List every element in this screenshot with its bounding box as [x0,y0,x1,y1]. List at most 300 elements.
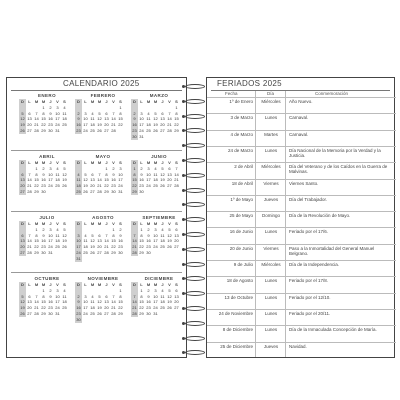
day-cell: 7 [28,232,31,238]
day-cell: 28 [104,249,109,255]
table-row [207,179,396,192]
day-cell: 11 [90,299,95,305]
day-cell: 25 [55,244,60,250]
day-cell: 28 [174,183,179,189]
day-cell: 18 [160,299,165,305]
day-cell: 11 [76,177,81,183]
day-cell: 28 [27,249,32,255]
day-cell: 27 [27,310,32,316]
weekday-header: V [168,160,171,165]
day-cell: 11 [55,171,60,177]
day-cell: 1 [140,287,143,293]
weekday-header: M [97,221,102,226]
day-cell: 3 [56,287,59,293]
day-cell: 29 [34,188,39,194]
weekday-header: V [168,282,171,287]
dia-cell: Viernes [263,180,279,186]
binding-ring [182,350,209,356]
day-cell: 15 [132,177,137,183]
day-cell: 1 [105,165,108,171]
weekday-header: D [131,160,138,166]
day-cell: 27 [104,310,109,316]
day-cell: 3 [119,165,122,171]
weekday-header: M [90,221,95,226]
day-cell: 15 [111,238,116,244]
day-cell: 14 [34,299,39,305]
day-cell: 19 [20,305,25,311]
day-cell: 16 [146,299,151,305]
month-days [75,282,124,323]
conmemoracion-cell: Día del Trabajador. [289,196,328,202]
weekday-header: M [146,282,151,287]
day-cell: 29 [34,249,39,255]
month-days [131,282,180,317]
day-cell: 29 [104,188,109,194]
day-cell: 19 [97,305,102,311]
day-cell: 16 [41,238,46,244]
day-cell: 24 [153,244,158,250]
weekday-header: L [140,221,143,226]
day-cell: 13 [174,293,179,299]
month-name: MARZO [149,93,169,98]
dia-cell: Jueves [263,196,279,202]
day-cell: 4 [91,293,94,299]
day-cell: 21 [174,177,179,183]
weekday-header: D [19,160,26,166]
binding-ring [182,291,209,297]
day-cell: 5 [168,226,171,232]
day-cell: 31 [153,310,158,316]
day-cell: 4 [154,165,157,171]
day-cell: 29 [132,188,137,194]
calendar-page [6,77,187,358]
day-cell: 1 [35,226,38,232]
day-cell: 29 [139,310,144,316]
conmemoracion-cell: Carnaval. [289,131,309,137]
day-cell: 11 [62,293,67,299]
month-days [75,160,124,195]
feriados-title: FERIADOS 2025 [217,79,282,88]
weekday-header: M [146,99,151,104]
weekday-header: V [56,99,59,104]
day-cell: 25 [153,183,158,189]
day-cell: 28 [111,127,116,133]
fecha-cell: 2 de Abril [234,164,253,170]
day-cell: 18 [83,244,88,250]
day-cell: 10 [118,171,123,177]
day-cell: 21 [132,244,137,250]
day-cell: 28 [97,188,102,194]
day-cell: 8 [112,232,115,238]
binding-ring [182,202,209,208]
day-cell: 6 [175,226,178,232]
dia-cell: Lunes [264,310,278,316]
ring-loop [185,188,205,193]
weekday-header: S [119,282,122,287]
day-cell: 2 [75,294,82,300]
day-cell: 21 [97,183,102,189]
day-cell: 30 [146,310,151,316]
day-cell: 2 [42,226,45,232]
weekday-header: J [161,160,164,165]
day-cell: 21 [27,244,32,250]
binding-ring [182,84,209,90]
day-cell: 19 [83,183,88,189]
day-cell: 27 [167,183,172,189]
day-cell: 22 [139,305,144,311]
day-cell: 3 [49,226,52,232]
day-cell: 22 [41,305,46,311]
weekday-header: M [146,221,151,226]
day-cell: 10 [153,293,158,299]
header-dia: Día [267,91,275,96]
day-cell: 14 [132,299,137,305]
feriados-page [206,77,395,358]
day-cell: 8 [35,232,38,238]
day-cell: 27 [20,249,25,255]
day-cell: 31 [48,249,53,255]
day-cell: 3 [84,293,87,299]
day-cell: 23 [111,183,116,189]
fecha-cell: 1º de Mayo [230,196,253,202]
day-cell: 16 [48,116,53,122]
day-cell: 3 [154,287,157,293]
month-days [131,99,180,140]
day-cell: 22 [139,244,144,250]
day-cell: 23 [41,183,46,189]
day-cell: 24 [83,127,88,133]
day-cell: 14 [34,116,39,122]
day-cell: 11 [160,232,165,238]
day-cell: 23 [48,122,53,128]
day-cell: 31 [55,310,60,316]
day-cell: 30 [41,249,46,255]
day-cell: 21 [34,305,39,311]
day-cell: 11 [83,238,88,244]
day-cell: 22 [34,244,39,250]
month-name: NOVIEMBRE [87,276,119,281]
day-cell: 19 [153,122,158,128]
day-cell: 12 [167,232,172,238]
day-cell: 17 [139,122,144,128]
day-cell: 2 [147,226,150,232]
day-cell: 24 [118,183,123,189]
day-cell: 16 [139,177,144,183]
day-cell: 13 [27,116,32,122]
weekday-header: D [131,99,138,105]
day-cell: 18 [160,238,165,244]
day-cell: 16 [111,177,116,183]
day-cell: 11 [62,110,67,116]
day-cell: 17 [55,299,60,305]
day-cell: 8 [131,172,138,178]
day-cell: 7 [168,110,171,116]
weekday-header: L [28,282,31,287]
day-cell: 6 [19,172,26,178]
day-cell: 16 [76,122,81,128]
weekday-header: L [140,99,143,104]
day-cell: 7 [28,171,31,177]
weekday-header: S [119,99,122,104]
day-cell: 14 [132,238,137,244]
day-cell: 25 [55,183,60,189]
day-cell: 3 [75,233,82,239]
ring-loop [185,158,205,163]
day-cell: 23 [76,127,81,133]
weekday-header: M [34,282,39,287]
day-cell: 10 [48,171,53,177]
weekday-header: M [41,160,46,165]
day-cell: 26 [97,310,102,316]
fecha-cell: 16 de Junio [229,229,253,235]
day-cell: 6 [105,293,108,299]
weekday-header: S [175,221,178,226]
day-cell: 23 [41,244,46,250]
day-cell: 23 [139,183,144,189]
day-cell: 27 [97,249,102,255]
ring-loop [185,99,205,104]
day-cell: 22 [41,122,46,128]
weekday-header: V [112,160,115,165]
day-cell: 26 [20,127,25,133]
day-cell: 15 [41,299,46,305]
day-cell: 10 [83,299,88,305]
day-cell: 19 [167,238,172,244]
day-cell: 12 [20,116,25,122]
weekday-header: L [140,160,143,165]
day-cell: 20 [174,299,179,305]
table-row [207,97,396,110]
day-cell: 20 [104,305,109,311]
day-cell: 17 [83,122,88,128]
month-name: DICIEMBRE [144,276,174,281]
weekday-header: M [97,160,102,165]
day-cell: 27 [174,244,179,250]
fecha-cell: 25 de Mayo [229,213,253,219]
day-cell: 12 [167,293,172,299]
day-cell: 2 [42,165,45,171]
day-cell: 18 [153,177,158,183]
day-cell: 21 [34,122,39,128]
dia-cell: Miércoles [261,99,281,104]
dia-cell: Jueves [263,343,279,349]
day-cell: 19 [62,177,67,183]
day-cell: 27 [20,188,25,194]
day-cell: 4 [161,287,164,293]
day-cell: 26 [160,183,165,189]
day-cell: 25 [90,127,95,133]
day-cell: 10 [83,116,88,122]
weekday-header: M [90,282,95,287]
day-cell: 4 [56,165,59,171]
day-cell: 5 [161,165,164,171]
day-cell: 20 [20,244,25,250]
day-cell: 1 [131,166,138,172]
calendar-title: CALENDARIO 2025 [63,79,140,88]
day-cell: 24 [55,305,60,311]
day-cell: 30 [111,188,116,194]
day-cell: 5 [98,110,101,116]
day-cell: 13 [167,171,172,177]
binding-ring [182,114,209,120]
fecha-cell: 13 de Octubre [224,294,253,300]
day-cell: 20 [174,238,179,244]
day-cell: 26 [62,244,67,250]
weekday-header: L [28,99,31,104]
table-row [207,260,396,273]
ring-loop [185,321,205,326]
day-cell: 12 [62,171,67,177]
weekday-header: L [84,282,87,287]
day-cell: 20 [27,122,32,128]
day-cell: 18 [90,122,95,128]
table-row [207,342,396,355]
day-cell: 18 [55,177,60,183]
day-cell: 8 [119,110,122,116]
binding-ring [182,143,209,149]
day-cell: 17 [76,244,81,250]
day-cell: 7 [131,233,138,239]
weekday-header: M [34,99,39,104]
day-cell: 4 [91,110,94,116]
day-cell: 12 [153,116,158,122]
day-cell: 12 [97,116,102,122]
day-cell: 8 [35,171,38,177]
weekday-header: D [19,99,26,105]
weekday-header: M [90,99,95,104]
fecha-cell: 18 de Agosto [226,278,253,284]
day-cell: 5 [98,293,101,299]
calendar-title-rule [11,90,182,91]
day-cell: 31 [118,188,123,194]
weekday-header: J [49,221,52,226]
day-cell: 17 [83,305,88,311]
weekday-header: M [97,99,102,104]
weekday-header: M [153,99,158,104]
dia-cell: Lunes [264,115,278,121]
day-cell: 14 [104,238,109,244]
table-row [207,146,396,159]
dia-cell: Viernes [263,245,279,251]
day-cell: 15 [174,116,179,122]
day-cell: 22 [174,122,179,128]
weekday-header: J [49,160,52,165]
day-cell: 22 [34,183,39,189]
dia-cell: Lunes [264,278,278,284]
day-cell: 10 [139,116,144,122]
weekday-header: J [49,282,52,287]
ring-loop [185,306,205,311]
ring-loop [185,336,205,341]
month-days [131,221,180,256]
day-cell: 1 [35,165,38,171]
day-cell: 5 [84,171,87,177]
binding-ring [182,321,209,327]
day-cell: 16 [76,305,81,311]
month-days [19,221,68,256]
header-fecha: Fecha [225,91,238,96]
day-cell: 7 [98,171,101,177]
day-cell: 18 [55,238,60,244]
weekday-header: M [153,160,158,165]
day-cell: 19 [62,238,67,244]
day-cell: 23 [132,127,137,133]
conmemoracion-cell: Feriado por el 12/10. [289,294,331,300]
day-cell: 5 [19,111,26,117]
weekday-header: L [84,99,87,104]
day-cell: 3 [147,165,150,171]
day-cell: 30 [41,188,46,194]
ring-loop [185,84,205,89]
day-cell: 26 [167,305,172,311]
day-cell: 8 [105,171,108,177]
day-cell: 21 [27,183,32,189]
day-cell: 5 [19,294,26,300]
day-cell: 19 [20,122,25,128]
day-cell: 30 [146,249,151,255]
day-cell: 31 [139,133,144,139]
fecha-cell: 18 de Abril [231,180,253,186]
day-cell: 13 [20,177,25,183]
day-cell: 26 [167,244,172,250]
weekday-header: S [175,282,178,287]
weekday-header: D [131,282,138,288]
day-cell: 6 [105,110,108,116]
day-cell: 29 [41,127,46,133]
day-cell: 17 [55,116,60,122]
weekday-header: L [140,282,143,287]
weekday-header: S [119,221,122,226]
fecha-cell: 8 de Diciembre [222,327,253,333]
day-cell: 11 [160,293,165,299]
day-cell: 4 [56,226,59,232]
weekday-header: J [161,99,164,104]
weekday-header: D [75,221,82,227]
day-cell: 31 [76,255,81,261]
day-cell: 13 [174,232,179,238]
weekday-header: S [63,99,66,104]
day-cell: 5 [63,226,66,232]
day-cell: 15 [139,299,144,305]
weekday-header: M [146,160,151,165]
binding-ring [182,232,209,238]
day-cell: 29 [174,127,179,133]
table-row [207,113,396,126]
table-row [207,162,396,175]
weekday-header: S [63,160,66,165]
ring-loop [185,350,205,355]
weekday-header: M [34,160,39,165]
day-cell: 23 [146,244,151,250]
day-cell: 25 [83,249,88,255]
fecha-cell: 9 de Julio [233,262,253,267]
day-cell: 26 [20,310,25,316]
day-cell: 25 [160,244,165,250]
month-days [75,221,124,262]
day-cell: 29 [118,310,123,316]
day-cell: 25 [146,127,151,133]
day-cell: 6 [91,171,94,177]
day-cell: 21 [111,305,116,311]
day-cell: 12 [83,177,88,183]
day-cell: 5 [63,165,66,171]
day-cell: 28 [132,249,137,255]
day-cell: 7 [112,293,115,299]
day-cell: 12 [62,232,67,238]
day-cell: 8 [119,293,122,299]
day-cell: 25 [62,305,67,311]
weekday-header: M [41,99,46,104]
